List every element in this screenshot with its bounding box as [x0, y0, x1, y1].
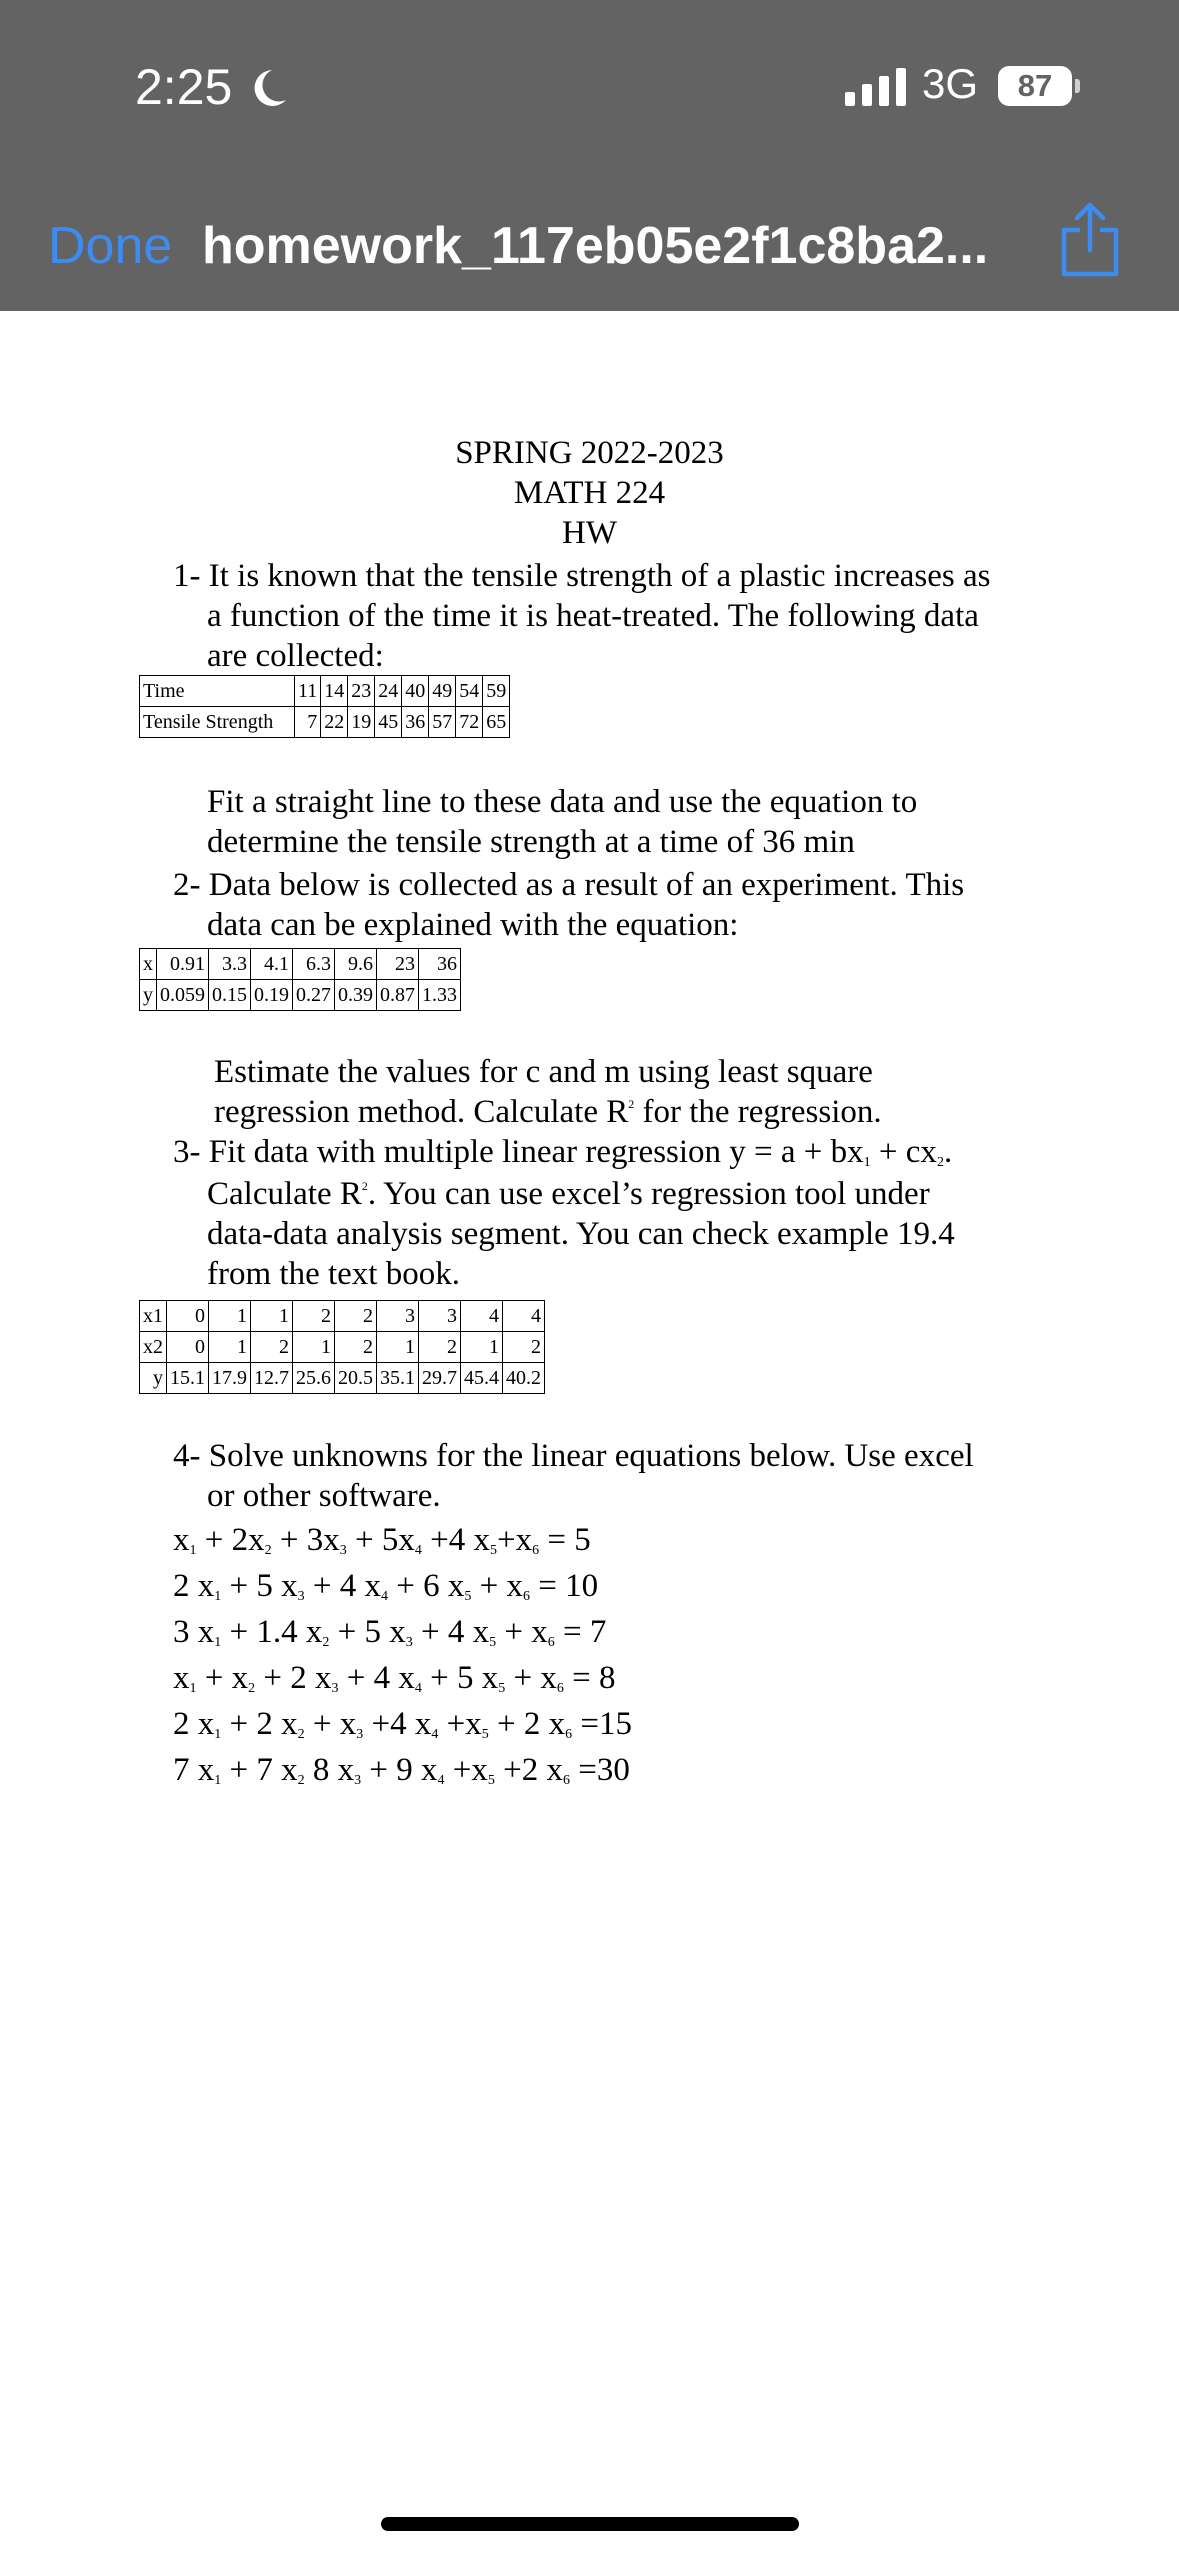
table-cell: y: [140, 1363, 167, 1394]
table-cell: 35.1: [377, 1363, 419, 1394]
course-heading: MATH 224: [513, 475, 666, 511]
table-cell: 20.5: [335, 1363, 377, 1394]
q1-after-line: determine the tensile strength at a time of 36 min: [207, 824, 855, 860]
table-row: [140, 1363, 545, 1394]
q2-after-line: regression method. Calculate $R^2$ for the regression.: [214, 1094, 882, 1130]
table-cell: 2: [251, 1332, 293, 1363]
done-button[interactable]: Done: [48, 217, 173, 275]
equation-5: 2 $x_1 + 2$ $x_2 + x_3 +4$ $x_4 +x_5 + 2$ $x_6 =15$: [173, 1706, 632, 1742]
table-cell: 40: [402, 676, 429, 707]
table-cell: x2: [140, 1332, 167, 1363]
table-row: [140, 980, 461, 1011]
table-cell: 1: [377, 1332, 419, 1363]
table-cell: 12.7: [251, 1363, 293, 1394]
equation-6: 7 $x_1 + 7$ $x_2$ 8 $x_3 + 9$ $x_4 +x_5 +2$ $x_6 =30$: [173, 1752, 630, 1788]
table-cell: 57: [429, 707, 456, 738]
q2-line: data can be explained with the equation:: [207, 907, 739, 943]
q1-line: a function of the time it is heat-treated. The following data: [207, 598, 979, 634]
table-cell: 1: [251, 1301, 293, 1332]
signal-icon: [845, 68, 909, 106]
table-cell: 11: [295, 676, 321, 707]
home-indicator[interactable]: [381, 2517, 799, 2531]
equation-3: 3 $x_1 + 1.4$ $x_2 + 5$ $x_3 + 4$ $x_5 + x_6 = 7$: [173, 1614, 607, 1650]
table-cell: 36: [402, 707, 429, 738]
table-row: [140, 949, 461, 980]
table-cell: 2: [335, 1332, 377, 1363]
table-cell: 29.7: [419, 1363, 461, 1394]
table-cell: 15.1: [167, 1363, 209, 1394]
equation-1: $x_1 + 2x_2 + 3x_3 + 5x_4 +4$ $x_5+x_6 = 5$: [173, 1522, 591, 1558]
table-cell: y: [140, 980, 157, 1011]
q3-table: [139, 1300, 545, 1394]
table-cell: 3: [377, 1301, 419, 1332]
table-cell: 2: [335, 1301, 377, 1332]
table-cell: 2: [503, 1332, 545, 1363]
q4-line: 4- Solve unknowns for the linear equations below. Use excel: [173, 1438, 974, 1474]
table-cell: 1: [209, 1301, 251, 1332]
table-cell: 4: [503, 1301, 545, 1332]
q3-line: from the text book.: [207, 1256, 460, 1292]
viewer-header: [0, 0, 1179, 311]
table-cell: 1.33: [419, 980, 461, 1011]
q2-table: [139, 948, 461, 1011]
table-cell: Tensile Strength: [140, 707, 295, 738]
table-cell: 54: [456, 676, 483, 707]
table-cell: 14: [321, 676, 348, 707]
table-cell: 49: [429, 676, 456, 707]
table-cell: 45.4: [461, 1363, 503, 1394]
table-cell: 2: [293, 1301, 335, 1332]
table-cell: 3: [419, 1301, 461, 1332]
table-cell: 4: [461, 1301, 503, 1332]
table-cell: 0.059: [157, 980, 209, 1011]
table-cell: 0.19: [251, 980, 293, 1011]
q2-after-line: Estimate the values for c and m using least square: [214, 1054, 873, 1090]
q4-line: or other software.: [207, 1478, 441, 1514]
table-cell: x1: [140, 1301, 167, 1332]
table-cell: 23: [348, 676, 375, 707]
table-cell: 0.87: [377, 980, 419, 1011]
table-cell: 19: [348, 707, 375, 738]
table-cell: 40.2: [503, 1363, 545, 1394]
q3-line: data-data analysis segment. You can check example 19.4: [207, 1216, 955, 1252]
table-cell: 25.6: [293, 1363, 335, 1394]
table-cell: x: [140, 949, 157, 980]
table-cell: 0.15: [209, 980, 251, 1011]
table-cell: 24: [375, 676, 402, 707]
table-cell: 2: [419, 1332, 461, 1363]
table-row: [140, 676, 510, 707]
table-cell: 0.39: [335, 980, 377, 1011]
equation-4: $x_1 + x_2 + 2$ $x_3 + 4$ $x_4 + 5$ $x_5 + x_6 = 8$: [173, 1660, 616, 1696]
battery-icon: 87: [998, 66, 1072, 106]
q3-line: Calculate $R^2$. You can use excel’s regression tool under: [207, 1176, 930, 1212]
q2-line: 2- Data below is collected as a result of an experiment. This: [173, 867, 965, 903]
table-cell: 1: [293, 1332, 335, 1363]
share-icon[interactable]: [1058, 200, 1122, 280]
table-cell: 59: [483, 676, 510, 707]
table-cell: 9.6: [335, 949, 377, 980]
table-cell: 45: [375, 707, 402, 738]
q1-line: are collected:: [207, 638, 384, 674]
table-cell: 0.91: [157, 949, 209, 980]
table-cell: 36: [419, 949, 461, 980]
status-time: 2:25: [135, 59, 233, 115]
table-cell: 22: [321, 707, 348, 738]
table-row: [140, 1332, 545, 1363]
table-cell: 0: [167, 1332, 209, 1363]
table-cell: 1: [461, 1332, 503, 1363]
table-cell: 0: [167, 1301, 209, 1332]
table-cell: 65: [483, 707, 510, 738]
table-row: [140, 1301, 545, 1332]
q3-line: 3- Fit data with multiple linear regression $y = a + bx_1 + cx_2$.: [173, 1134, 953, 1170]
table-cell: 0.27: [293, 980, 335, 1011]
semester-heading: SPRING 2022-2023: [455, 435, 724, 471]
table-cell: 72: [456, 707, 483, 738]
table-cell: 6.3: [293, 949, 335, 980]
table-cell: Time: [140, 676, 295, 707]
table-cell: 23: [377, 949, 419, 980]
table-cell: 4.1: [251, 949, 293, 980]
equation-2: 2 $x_1 + 5$ $x_3 + 4$ $x_4 + 6$ $x_5 + x_6 = 10$: [173, 1568, 599, 1604]
network-type: 3G: [922, 60, 979, 107]
battery-cap: [1075, 79, 1080, 93]
q1-table: [139, 675, 510, 738]
table-cell: 3.3: [209, 949, 251, 980]
table-cell: 7: [295, 707, 321, 738]
table-row: [140, 707, 510, 738]
q1-after-line: Fit a straight line to these data and use the equation to: [207, 784, 918, 820]
q1-line: 1- It is known that the tensile strength of a plastic increases as: [173, 558, 991, 594]
table-cell: 17.9: [209, 1363, 251, 1394]
table-cell: 1: [209, 1332, 251, 1363]
hw-heading: HW: [562, 515, 617, 551]
document-title: homework_117eb05e2f1c8ba2...: [202, 217, 989, 275]
moon-icon: [250, 66, 290, 110]
